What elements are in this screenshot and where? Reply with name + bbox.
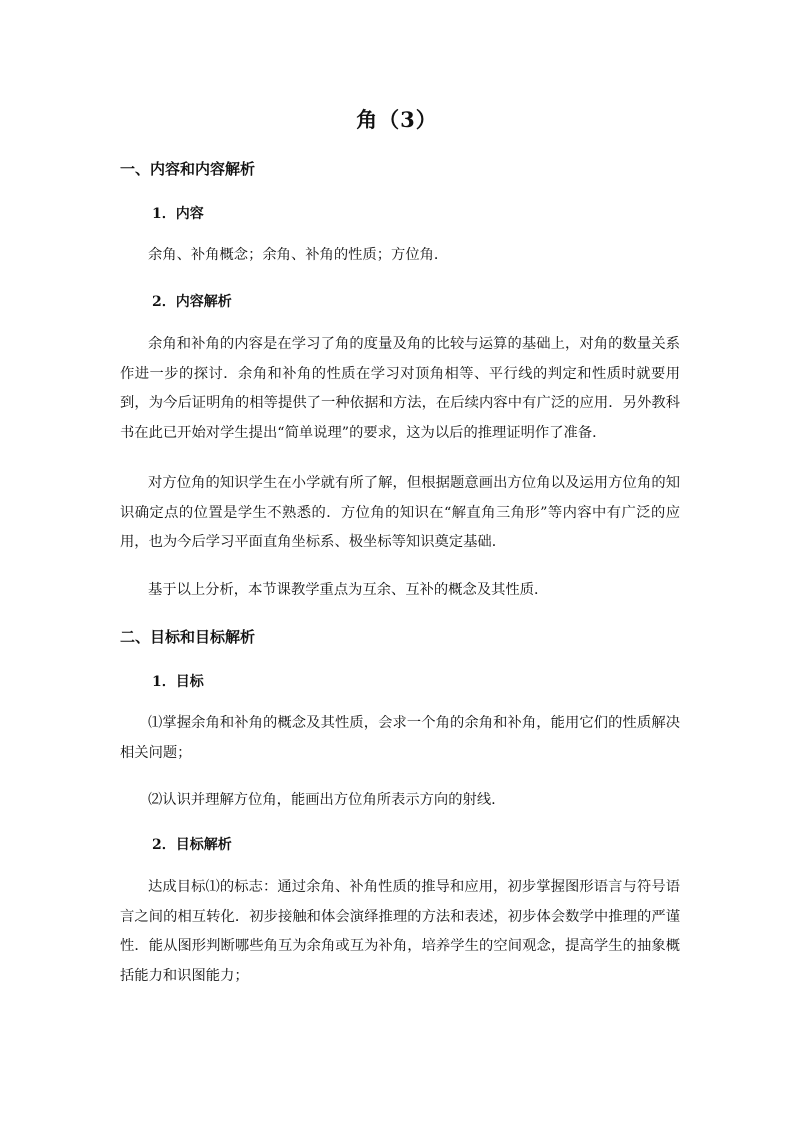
content-text: 余角、补角概念；余角、补角的性质；方位角． [148, 247, 449, 263]
content-analysis-paragraph-3: 基于以上分析，本节课教学重点为互余、互补的概念及其性质． [148, 582, 549, 598]
section-heading-goals: 二、目标和目标解析 [120, 628, 256, 646]
subheading-content: 1．内容 [152, 206, 204, 222]
section-heading-content: 一、内容和内容解析 [120, 160, 256, 178]
content-analysis-paragraph-2: 对方位角的知识学生在小学就有所了解，但根据题意画出方位角以及运用方位角的知识确定点的位置是学生不熟悉的．方位角的知识在“解直角三角形”等内容中有广泛的应用，也为今后学习平面直角坐标系、极坐标等知识奠定基础． [120, 475, 680, 550]
goal-item-2: ⑵认识并理解方位角，能画出方位角所表示方向的射线. [148, 792, 496, 808]
subheading-content-analysis: 2．内容解析 [152, 294, 232, 310]
subheading-goals-analysis: 2．目标解析 [152, 837, 232, 853]
goal-item-1: ⑴掌握余角和补角的概念及其性质，会求一个角的余角和补角，能用它们的性质解决相关问题； [120, 715, 680, 761]
goal-analysis-paragraph-1: 达成目标⑴的标志：通过余角、补角性质的推导和应用，初步掌握图形语言与符号语言之间的相互转化．初步接触和体会演绎推理的方法和表述，初步体会数学中推理的严谨性．能从图形判断哪些角互为余角或互为补角，培养学生的空间观念，提高学生的抽象概括能力和识图能力； [120, 879, 680, 984]
subheading-goals: 1．目标 [152, 674, 204, 690]
page-title: 角（3） [356, 107, 438, 132]
content-analysis-paragraph-1: 余角和补角的内容是在学习了角的度量及角的比较与运算的基础上，对角的数量关系作进一步的探讨．余角和补角的性质在学习对顶角相等、平行线的判定和性质时就要用到，为今后证明角的相等提供了一种依据和方法，在后续内容中有广泛的应用．另外教科书在此已开始对学生提出“简单说理”的要求，这为以后的推理证明作了准备． [120, 336, 680, 441]
